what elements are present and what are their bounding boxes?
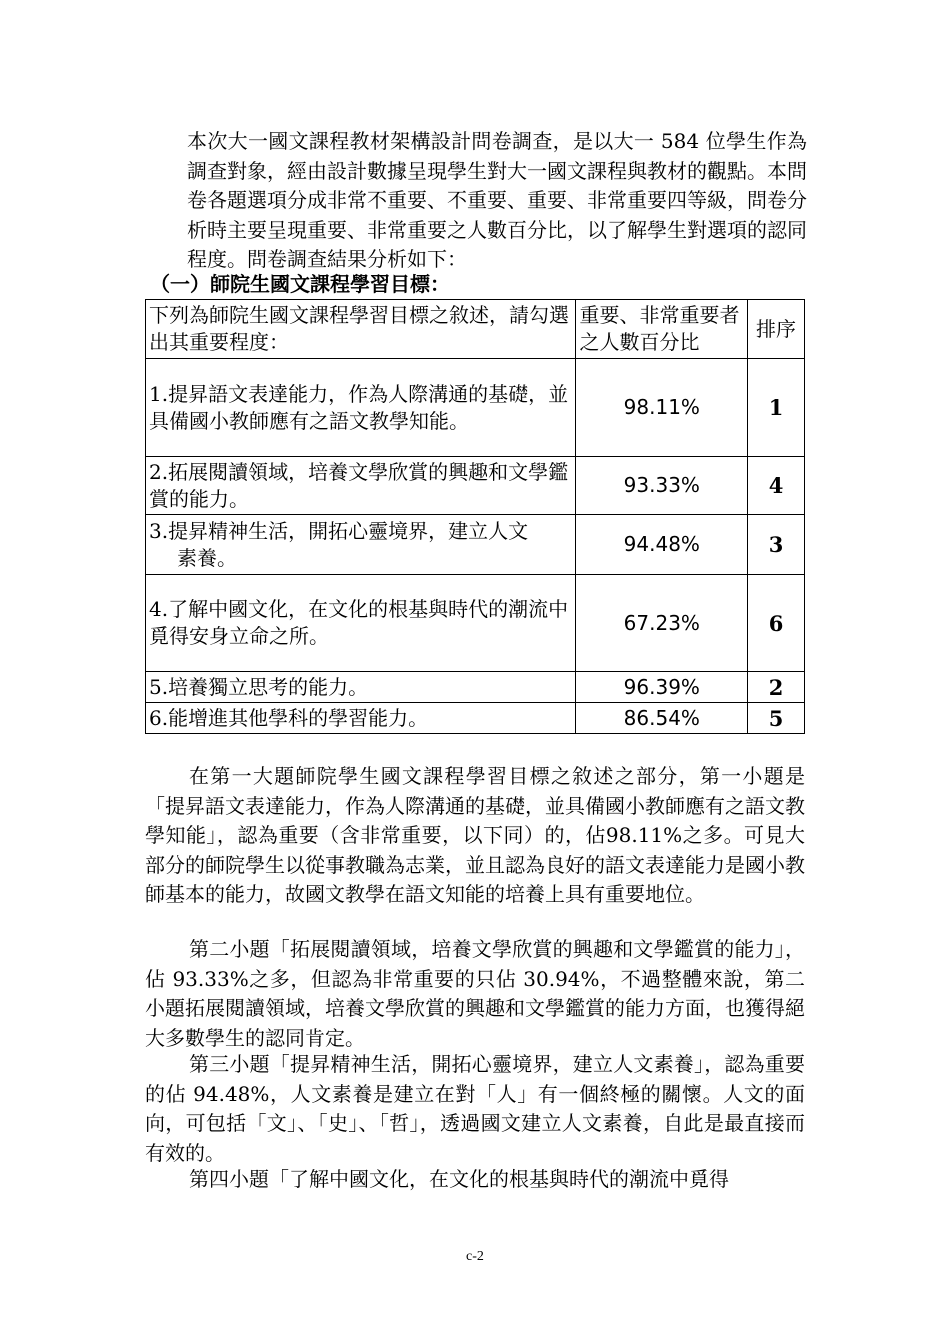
goal-rank: 3	[748, 515, 805, 575]
table-row	[146, 575, 805, 672]
table-row	[146, 515, 805, 575]
page-number: c-2	[466, 1249, 484, 1264]
goal-statement-first-line: 4.了解中國文化，在文化的根基與時代的潮	[149, 597, 529, 621]
goal-statement	[146, 575, 576, 672]
goal-statement	[146, 359, 576, 457]
header-rank: 排序	[748, 300, 805, 359]
section-heading: （一）師院生國文課程學習目標：	[150, 272, 450, 296]
table-row	[146, 457, 805, 515]
goal-rank: 1	[748, 359, 805, 457]
goal-statement-first-line: 2.拓展閱讀領域，培養文學欣賞的興趣和文	[149, 459, 529, 484]
analysis-paragraph-4: 第四小題「了解中國文化，在文化的根基與時代的潮流中覓得	[189, 1167, 729, 1191]
table-header-row	[146, 300, 805, 359]
goal-percent: 86.54%	[576, 703, 748, 734]
goal-rank: 5	[748, 703, 805, 734]
analysis-paragraph-3: 第三小題「提昇精神生活，開拓心靈境界，建立人文素養」，認為重要的佔 94.48%，人文素養是建立在對「人」有一個終極的關懷。人文的面向，可包括「文」、「史」、「哲」，透過國文建立人文素養，自此是最直接而有效的。	[145, 1052, 805, 1165]
goal-percent: 67.23%	[576, 575, 748, 672]
goal-rank: 4	[748, 457, 805, 515]
table-row	[146, 359, 805, 457]
table-row	[146, 672, 805, 703]
goal-statement-continuation: 學鑑賞的能力。	[149, 459, 569, 511]
table-row	[146, 703, 805, 734]
goal-percent: 98.11%	[576, 359, 748, 457]
goal-statement-first-line: 1.提昇語文表達能力，作為人際溝通的基	[149, 381, 509, 406]
header-statement: 下列為師院生國文課程學習目標之敘述，請勾選出其重要程度：	[146, 300, 576, 359]
learning-goals-table	[145, 299, 805, 734]
goal-percent: 96.39%	[576, 672, 748, 703]
goal-statement-continuation: 礎，並具備國小教師應有之語文教學知能。	[149, 381, 569, 433]
intro-paragraph: 本次大一國文課程教材架構設計問卷調查，是以大一 584 位學生作為調查對象，經由設計數據呈現學生對大一國文課程與教材的觀點。本問卷各題選項分成非常不重要、不重要、重要、非常重要四等級，問卷分析時主要呈現重要、非常重要之人數百分比，以了解學生對選項的認同程度。問卷調查結果分析如下：	[187, 129, 807, 271]
goal-statement	[146, 515, 576, 575]
goal-percent: 93.33%	[576, 457, 748, 515]
goal-statement-continuation: 素養。	[177, 545, 237, 570]
goal-rank: 2	[748, 672, 805, 703]
goal-statement	[146, 457, 576, 515]
analysis-paragraph-1: 在第一大題師院學生國文課程學習目標之敘述之部分，第一小題是「提昇語文表達能力，作為人際溝通的基礎，並具備國小教師應有之語文教學知能」，認為重要（含非常重要，以下同）的，佔98.11%之多。可見大部分的師院學生以從事教職為志業，並且認為良好的語文表達能力是國小教師基本的能力，故國文教學在語文知能的培養上具有重要地位。	[145, 764, 805, 906]
goal-rank: 6	[748, 575, 805, 672]
goal-statement: 6.能增進其他學科的學習能力。	[146, 703, 576, 734]
goal-statement-continuation: 流中覓得安身立命之所。	[149, 597, 569, 648]
goal-percent: 94.48%	[576, 515, 748, 575]
header-percent: 重要、非常重要者之人數百分比	[576, 300, 748, 359]
goal-statement: 5.培養獨立思考的能力。	[146, 672, 576, 703]
goal-statement-first-line: 3.提昇精神生活，開拓心靈境界，建立人文	[149, 518, 529, 543]
analysis-paragraph-2: 第二小題「拓展閱讀領域，培養文學欣賞的興趣和文學鑑賞的能力」，佔 93.33%之多，但認為非常重要的只佔 30.94%，不過整體來說，第二小題拓展閱讀領域，培養文學欣賞的興趣和文學鑑賞的能力方面，也獲得絕大多數學生的認同肯定。	[145, 937, 805, 1050]
